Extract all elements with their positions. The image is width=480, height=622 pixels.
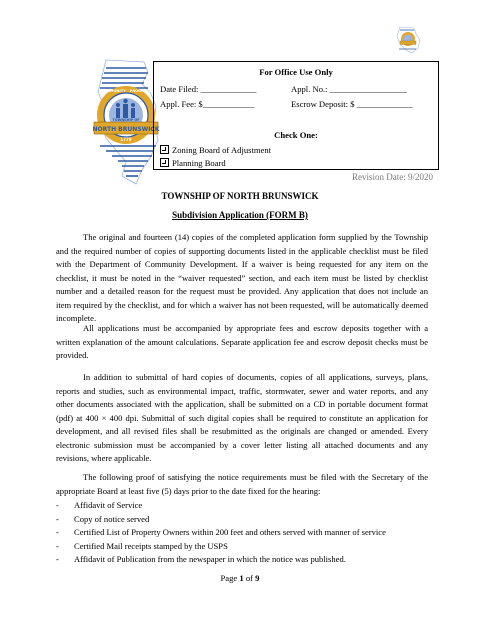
revision-date: Revision Date: 9/2020 <box>352 172 433 182</box>
page-prefix: Page <box>220 573 240 583</box>
paragraph-filing-text: The original and fourteen (14) copies of the completed application form supplied by the Township and the required number of copies of supporting documents listed in the applicable checklist must be filed with the Department of Community Development. If a waiver is being requested for any item on the checklist, it must be noted in the “waiver requested” section, and each item must be listed by checklist number and a detailed reason for the request must be provided. Any application that does not include an item required by the checklist, and for which a waiver has not been requested, will be automatically deemed incomplete. <box>56 232 428 323</box>
list-item: - Copy of notice served <box>56 513 150 524</box>
appl-no-field[interactable]: Appl. No.: __________________ <box>291 84 408 94</box>
paragraph-fees-text: All applications must be accompanied by appropriate fees and escrow deposits together with a written explanation of the amount calculations. Separate application fee and escrow deposit checks must be provided. <box>56 323 428 360</box>
page-total: 9 <box>255 573 260 583</box>
seal-bottom-text: TOWNSHIP OF <box>112 118 140 122</box>
list-item: - Affidavit of Service <box>56 500 143 510</box>
zoning-board-label: Zoning Board of Adjustment <box>172 145 272 155</box>
list-item: - Certified List of Property Owners within 200 feet and others served with manner of service <box>56 527 386 537</box>
seal-year-text: 1779 <box>120 137 132 142</box>
paragraph-digital-copies-text: In addition to submittal of hard copies of documents, copies of all applications, surveys, plans, reports and studies, such as environmental impact, traffic, stormwater, sewer and water reports, and any other documents associated with the application, shall be submitted on a CD in portable document format (pdf) at 400 × 400 dpi. Submittal of such digital copies shall be required to constitute an application for development, and all revised files shall be resubmitted as the originals are changed or amended. Every electronic submission must be accompanied by a cover letter listing all attached documents and any revisions, where applicable. <box>56 372 428 463</box>
list-item-text: Affidavit of Publication from the newspaper in which the notice was published. <box>74 554 346 564</box>
list-item-text: Certified List of Property Owners within 200 feet and others served with manner of service <box>74 527 386 537</box>
appl-fee-field[interactable]: Appl. Fee: $____________ <box>160 99 255 109</box>
seal-banner-text: NORTH BRUNSWICK <box>92 126 160 133</box>
seal-emblem <box>93 86 160 144</box>
paragraph-digital-copies <box>56 371 428 466</box>
township-seal-logo <box>92 58 162 188</box>
office-use-title: For Office Use Only <box>259 67 333 77</box>
page-separator: of <box>243 573 256 583</box>
page-number <box>0 573 480 583</box>
escrow-deposit-field[interactable]: Escrow Deposit: $ _____________ <box>291 99 413 109</box>
township-title: TOWNSHIP OF NORTH BRUNSWICK <box>161 191 319 201</box>
list-item-text: Copy of notice served <box>74 513 150 524</box>
notice-requirements-list <box>56 499 386 567</box>
checkbox-icon[interactable] <box>160 145 169 154</box>
paragraph-filing <box>56 231 428 326</box>
zoning-board-option[interactable] <box>160 145 271 156</box>
seal-top-text: COMMUNITY · PROGRESS <box>100 89 152 93</box>
small-seal-logo <box>394 26 422 54</box>
form-title-text: Subdivision Application (FORM B) <box>172 210 308 220</box>
check-one-label: Check One: <box>274 130 318 140</box>
planning-board-option[interactable] <box>160 158 226 169</box>
list-item: - Affidavit of Publication from the newspaper in which the notice was published. <box>56 554 346 564</box>
office-use-box <box>153 61 439 170</box>
paragraph-fees <box>56 322 428 363</box>
list-item: - Certified Mail receipts stamped by the USPS <box>56 540 228 551</box>
form-title <box>0 210 480 220</box>
list-item-text: Certified Mail receipts stamped by the USPS <box>74 540 228 551</box>
paragraph-notice-text: The following proof of satisfying the notice requirements must be filed with the Secretary of the appropriate Board at least five (5) days prior to the date fixed for the hearing: <box>56 472 428 496</box>
planning-board-label: Planning Board <box>172 158 226 168</box>
paragraph-notice <box>56 471 428 498</box>
date-filed-field[interactable]: Date Filed: _____________ <box>160 84 257 94</box>
list-item-text: Affidavit of Service <box>74 500 143 510</box>
checkbox-icon[interactable] <box>160 158 169 167</box>
page-current: 1 <box>239 573 244 583</box>
